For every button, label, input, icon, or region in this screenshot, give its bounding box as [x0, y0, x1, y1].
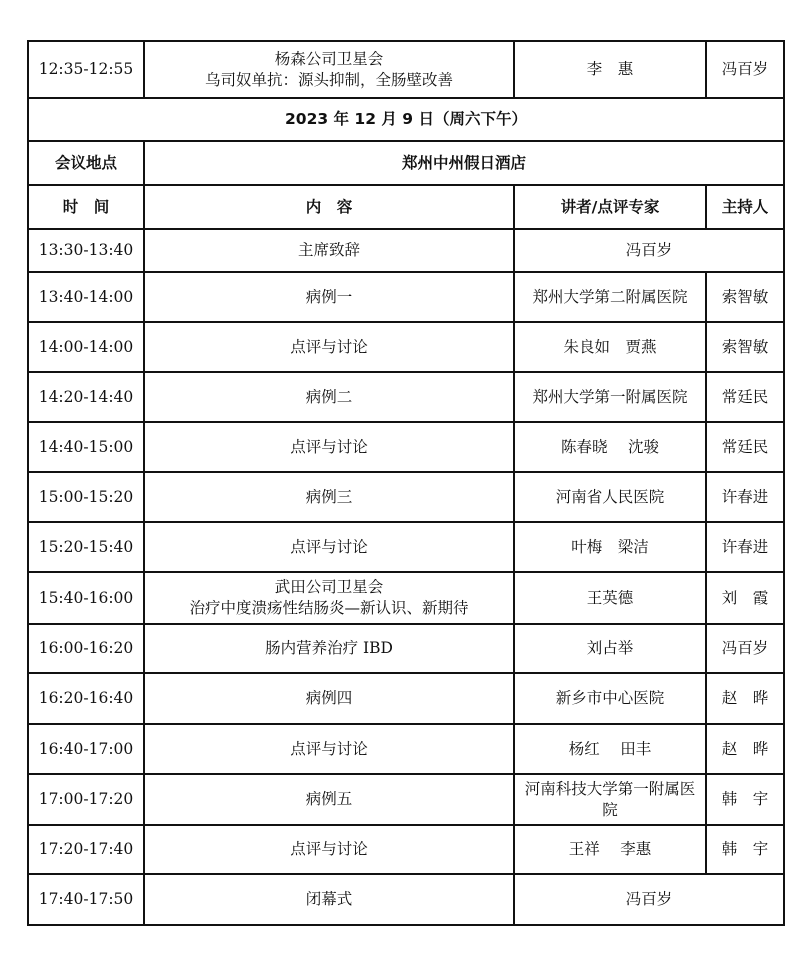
content-cell: 病例三	[144, 472, 514, 522]
column-header-content: 内 容	[144, 185, 514, 229]
table-row	[28, 41, 784, 98]
date-header: 2023 年 12 月 9 日（周六下午）	[28, 98, 784, 141]
time-cell: 16:40-17:00	[28, 724, 144, 774]
speaker-cell: 杨红 田丰	[514, 724, 706, 774]
host-cell: 常廷民	[706, 422, 784, 472]
time-cell: 13:40-14:00	[28, 272, 144, 322]
speaker-cell: 李 惠	[514, 41, 706, 98]
table-row	[28, 572, 784, 624]
host-cell: 许春进	[706, 472, 784, 522]
host-cell: 冯百岁	[706, 624, 784, 673]
content-line: 杨森公司卫星会	[274, 49, 384, 68]
content-cell: 肠内营养治疗 IBD	[144, 624, 514, 673]
speaker-cell: 冯百岁	[514, 874, 784, 925]
host-cell: 韩 宇	[706, 774, 784, 825]
table-row	[28, 673, 784, 724]
speaker-cell: 陈春晓 沈骏	[514, 422, 706, 472]
table-row	[28, 774, 784, 825]
time-cell: 17:00-17:20	[28, 774, 144, 825]
speaker-text: 郑州大学第二附属医院	[532, 287, 688, 306]
host-cell: 韩 宇	[706, 825, 784, 874]
table-row	[28, 229, 784, 272]
speaker-cell: 冯百岁	[514, 229, 784, 272]
table-row	[28, 322, 784, 372]
speaker-text: 河南科技大学第一附属医院	[524, 779, 696, 819]
table-row	[28, 624, 784, 673]
column-header-speaker: 讲者/点评专家	[514, 185, 706, 229]
venue-label: 会议地点	[28, 141, 144, 185]
host-cell: 索智敏	[706, 322, 784, 372]
speaker-cell	[514, 372, 706, 422]
speaker-cell	[514, 774, 706, 825]
host-cell: 许春进	[706, 522, 784, 572]
time-cell: 15:40-16:00	[28, 572, 144, 624]
content-cell	[144, 41, 514, 98]
time-cell: 14:20-14:40	[28, 372, 144, 422]
time-cell: 15:20-15:40	[28, 522, 144, 572]
content-line: 乌司奴单抗：源头抑制，全肠壁改善	[204, 70, 453, 89]
content-cell: 点评与讨论	[144, 322, 514, 372]
content-cell: 点评与讨论	[144, 422, 514, 472]
host-cell: 冯百岁	[706, 41, 784, 98]
column-header-time: 时 间	[28, 185, 144, 229]
content-cell: 病例二	[144, 372, 514, 422]
column-header-row	[28, 185, 784, 229]
content-cell: 闭幕式	[144, 874, 514, 925]
table-row	[28, 724, 784, 774]
date-header-row	[28, 98, 784, 141]
speaker-cell: 新乡市中心医院	[514, 673, 706, 724]
time-cell: 13:30-13:40	[28, 229, 144, 272]
time-cell: 15:00-15:20	[28, 472, 144, 522]
speaker-cell: 河南省人民医院	[514, 472, 706, 522]
table-row	[28, 472, 784, 522]
speaker-cell: 刘占举	[514, 624, 706, 673]
time-cell: 14:40-15:00	[28, 422, 144, 472]
table-row	[28, 522, 784, 572]
content-cell	[144, 572, 514, 624]
time-cell: 17:40-17:50	[28, 874, 144, 925]
speaker-cell	[514, 272, 706, 322]
time-cell: 16:20-16:40	[28, 673, 144, 724]
content-cell: 主席致辞	[144, 229, 514, 272]
table-row	[28, 874, 784, 925]
content-cell: 病例四	[144, 673, 514, 724]
content-line: 武田公司卫星会	[274, 578, 384, 596]
time-cell: 16:00-16:20	[28, 624, 144, 673]
content-cell: 病例五	[144, 774, 514, 825]
time-cell: 17:20-17:40	[28, 825, 144, 874]
time-cell: 14:00-14:00	[28, 322, 144, 372]
speaker-cell: 朱良如 贾燕	[514, 322, 706, 372]
time-cell: 12:35-12:55	[28, 41, 144, 98]
column-header-host: 主持人	[706, 185, 784, 229]
speaker-cell: 王祥 李惠	[514, 825, 706, 874]
host-cell: 索智敏	[706, 272, 784, 322]
host-cell: 刘 霞	[706, 572, 784, 624]
venue-row	[28, 141, 784, 185]
content-cell: 点评与讨论	[144, 522, 514, 572]
speaker-cell: 王英德	[514, 572, 706, 624]
speaker-text: 郑州大学第一附属医院	[532, 387, 688, 406]
content-cell: 病例一	[144, 272, 514, 322]
content-cell: 点评与讨论	[144, 825, 514, 874]
table-row	[28, 372, 784, 422]
content-line: 治疗中度溃疡性结肠炎—新认识、新期待	[189, 599, 469, 617]
schedule-table	[27, 40, 785, 926]
host-cell: 常廷民	[706, 372, 784, 422]
speaker-cell: 叶梅 梁洁	[514, 522, 706, 572]
host-cell: 赵 晔	[706, 673, 784, 724]
content-cell: 点评与讨论	[144, 724, 514, 774]
table-row	[28, 825, 784, 874]
table-row	[28, 272, 784, 322]
venue-value: 郑州中州假日酒店	[144, 141, 784, 185]
table-row	[28, 422, 784, 472]
host-cell: 赵 晔	[706, 724, 784, 774]
